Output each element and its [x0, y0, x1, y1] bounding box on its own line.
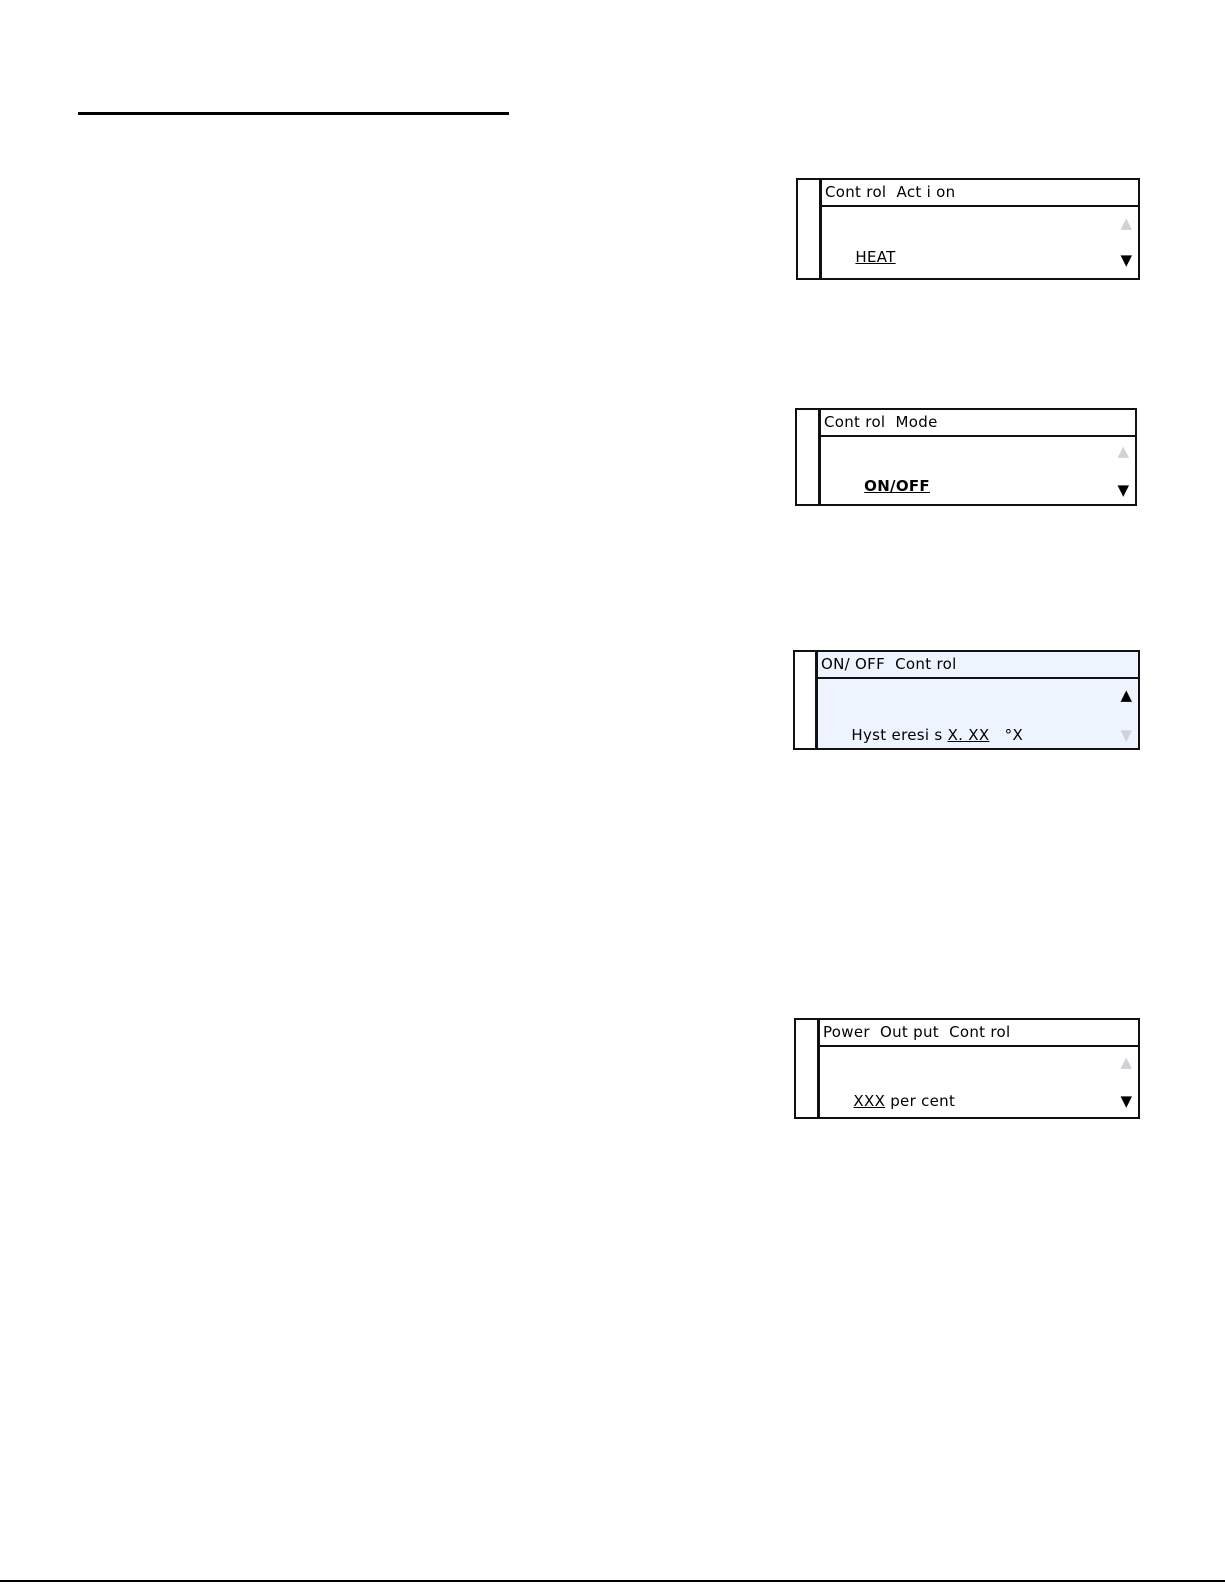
hysteresis-unit: °X — [989, 726, 1024, 744]
onoff-control-panel — [793, 650, 1140, 750]
panel-body — [820, 1047, 1138, 1117]
hysteresis-label: Hyst eresi s — [851, 726, 948, 744]
page-bottom-rule — [0, 1580, 1225, 1582]
panel-title: ON/ OFF Cont rol — [818, 652, 1138, 679]
panel-title: Power Out put Cont rol — [820, 1020, 1138, 1047]
scroll-up-icon[interactable]: ▲ — [1120, 214, 1132, 232]
scroll-up-icon[interactable]: ▲ — [1120, 1053, 1132, 1071]
panel-body — [822, 207, 1138, 278]
panel-value-line — [831, 459, 930, 513]
panel-body — [821, 437, 1135, 504]
scroll-up-icon[interactable]: ▲ — [1120, 686, 1132, 704]
panel-side-bar — [798, 180, 822, 278]
panel-title: Cont rol Mode — [821, 410, 1135, 437]
control-action-panel — [796, 178, 1140, 280]
panel-value-line — [825, 230, 896, 284]
scroll-down-icon[interactable]: ▼ — [1117, 481, 1129, 499]
panel-side-bar — [797, 410, 821, 504]
hysteresis-value[interactable]: X. XX — [947, 726, 990, 744]
scroll-down-icon[interactable]: ▼ — [1120, 726, 1132, 744]
panel-value-line — [823, 1074, 955, 1128]
scroll-down-icon[interactable]: ▼ — [1120, 251, 1132, 269]
panel-side-bar — [796, 1020, 820, 1117]
control-mode-value[interactable]: ON/OFF — [864, 477, 930, 495]
control-mode-panel — [795, 408, 1137, 506]
panel-value-line — [821, 708, 1023, 762]
scroll-up-icon[interactable]: ▲ — [1117, 442, 1129, 460]
power-output-control-panel — [794, 1018, 1140, 1119]
scroll-down-icon[interactable]: ▼ — [1120, 1092, 1132, 1110]
section-rule — [78, 112, 509, 115]
panel-title: Cont rol Act i on — [822, 180, 1138, 207]
power-output-value[interactable]: XXX — [853, 1092, 886, 1110]
panel-side-bar — [795, 652, 818, 748]
panel-body — [818, 679, 1138, 748]
power-output-unit: per cent — [885, 1092, 956, 1110]
control-action-value[interactable]: HEAT — [855, 248, 896, 266]
